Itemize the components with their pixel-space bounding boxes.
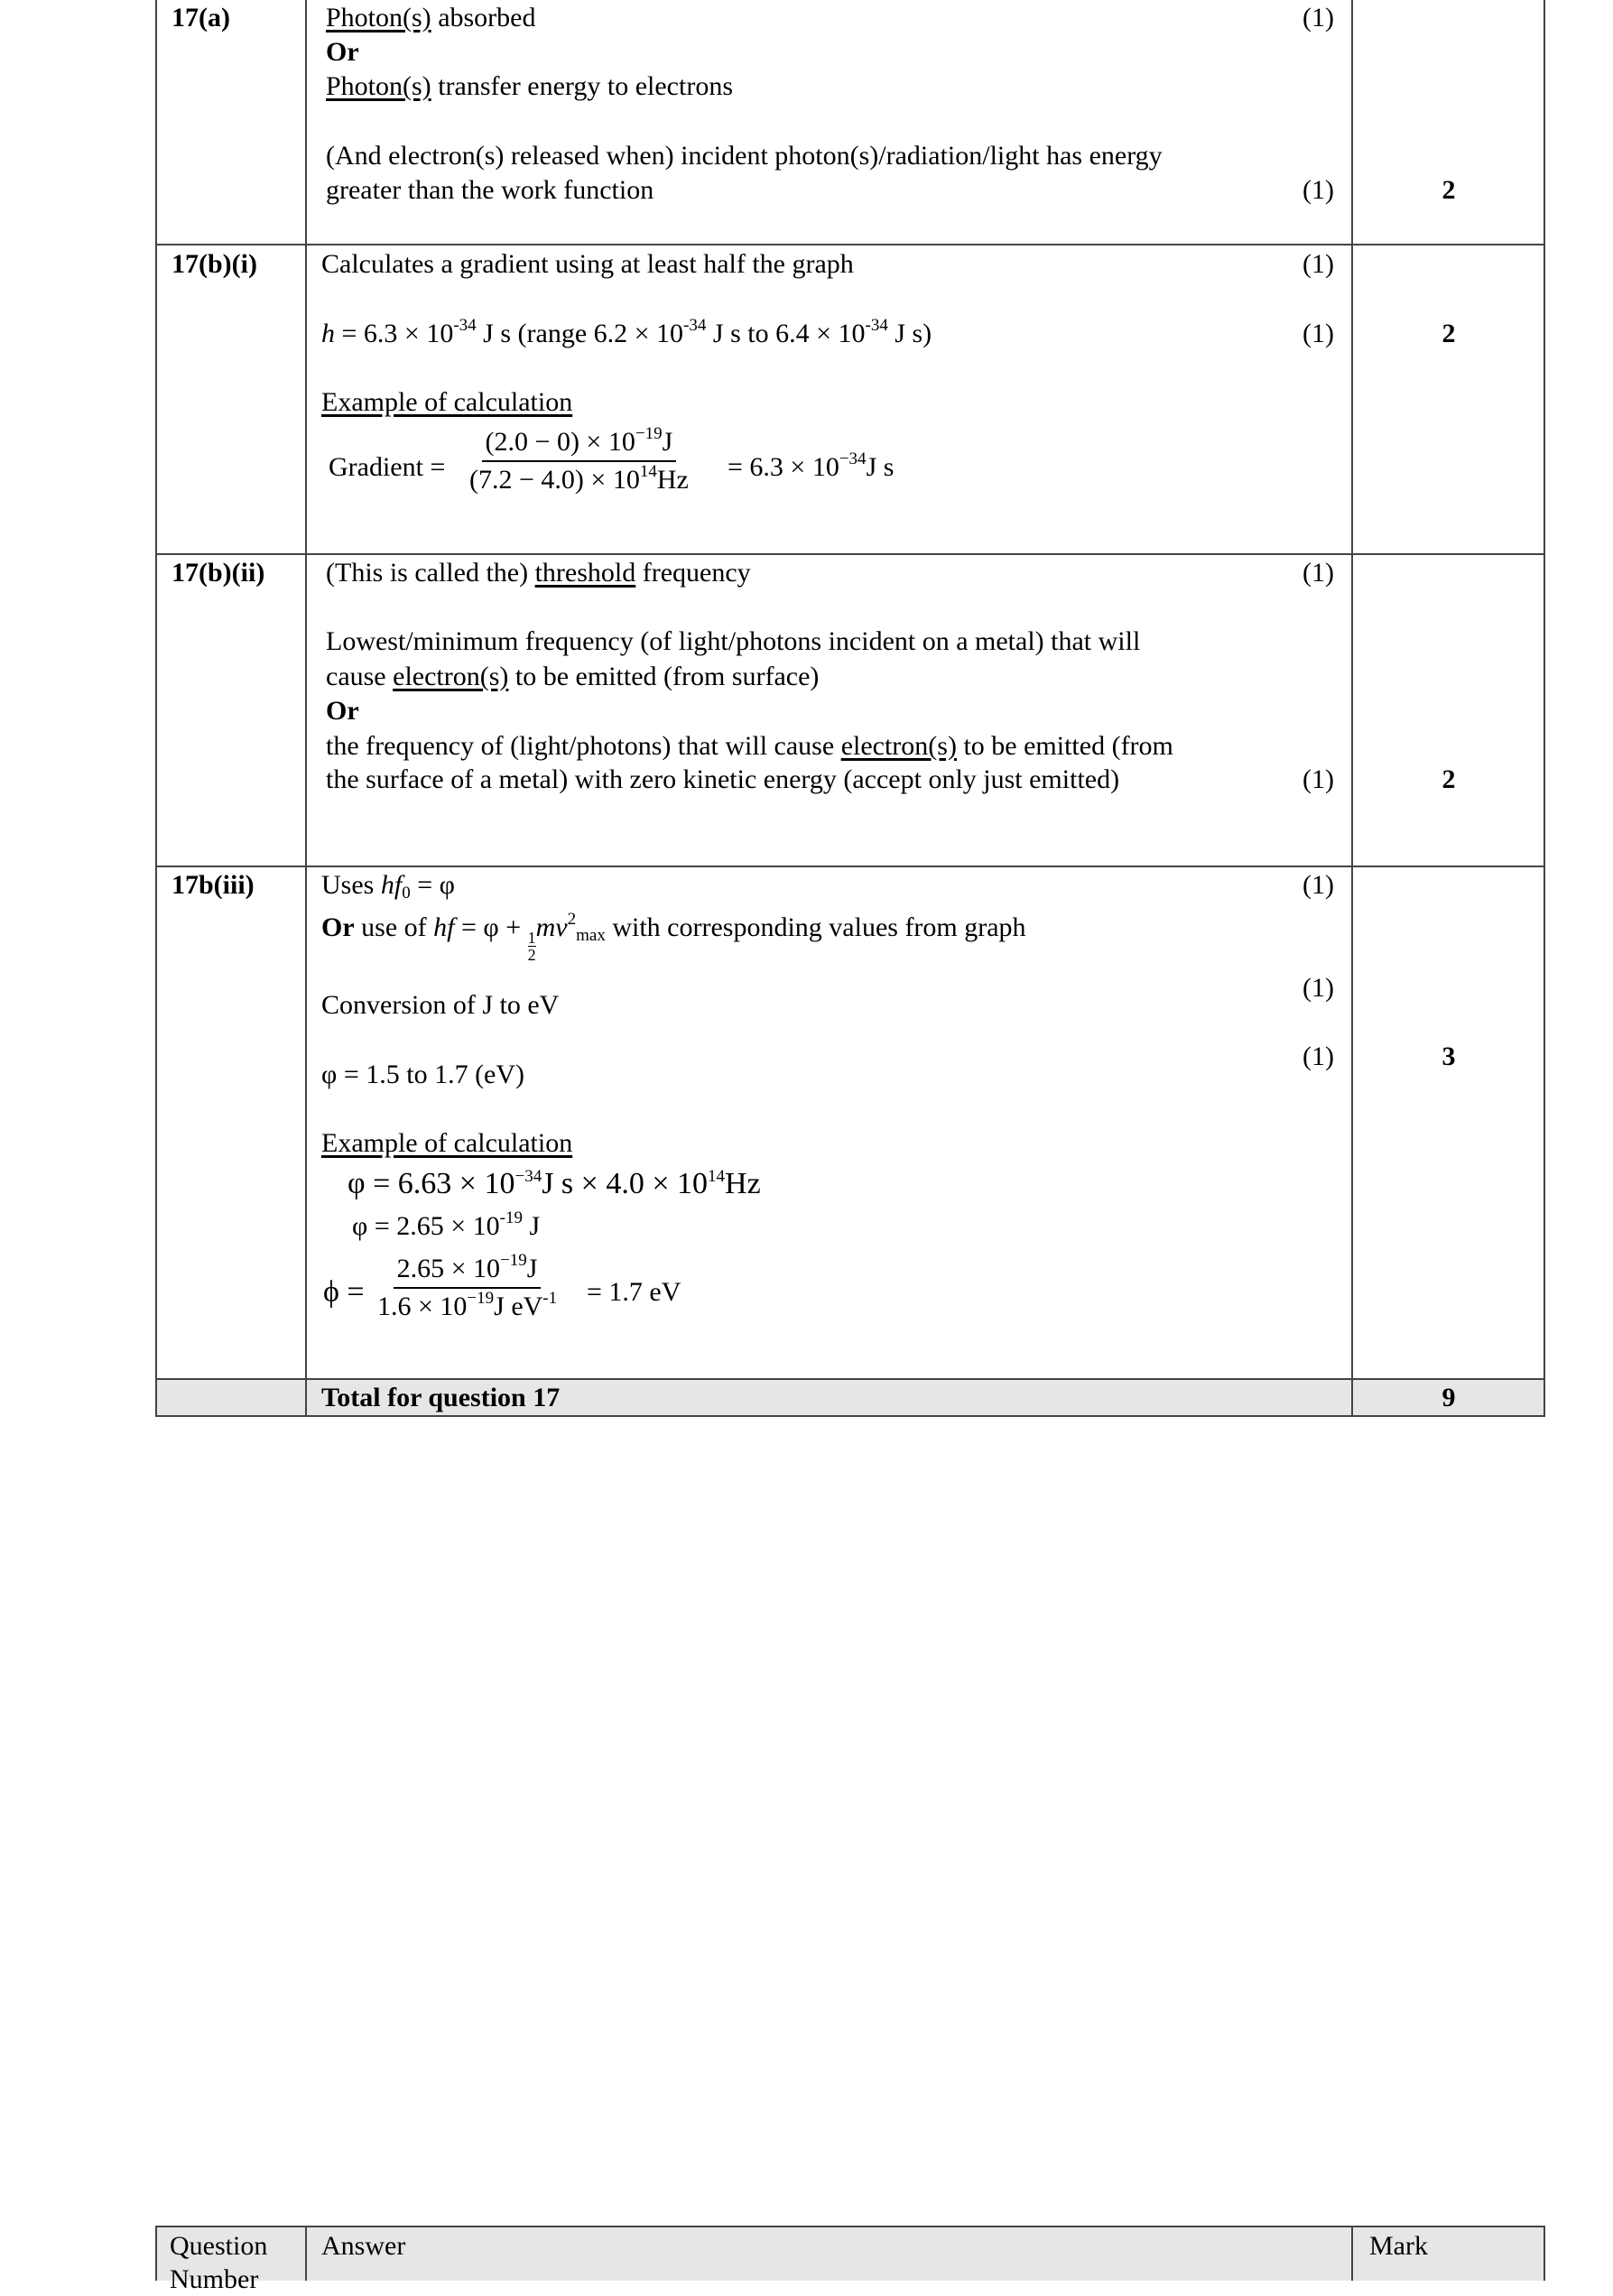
header-answer: Answer (321, 2231, 406, 2261)
total-label: Total for question 17 (321, 1383, 561, 1412)
mark-point: (1) (1302, 870, 1334, 900)
answer-line: (This is called the) threshold frequency (326, 558, 751, 588)
mark-point: (1) (1302, 319, 1334, 348)
table-border-bottom (155, 1415, 1545, 1417)
mark-point: (1) (1302, 249, 1334, 279)
mark-point: (1) (1302, 973, 1334, 1003)
calc-line: $\varphi = 2.65 \times 10^{-19}$ J (352, 1208, 541, 1241)
header-mark: Mark (1369, 2231, 1428, 2261)
mark-total: 2 (1442, 175, 1456, 205)
mark-point: (1) (1302, 3, 1334, 32)
calc-line: $\varphi = 6.63 \times 10^{-34}J$ $s \times 4.0 \times 10^{14}Hz$ (348, 1167, 761, 1200)
example-heading: Example of calculation (321, 1128, 573, 1158)
header-question: Question (170, 2231, 268, 2261)
header-border-top (155, 2226, 1545, 2227)
answer-line: Conversion of J to eV (321, 990, 560, 1020)
total-value: 9 (1442, 1383, 1456, 1412)
column-divider (1351, 0, 1353, 1416)
row-divider (155, 1378, 1545, 1380)
question-label: 17(a) (171, 3, 230, 32)
answer-line: Calculates a gradient using at least half the graph (321, 249, 854, 279)
answer-line: Uses $hf_0 = \varphi$ (321, 870, 455, 903)
column-divider (305, 2226, 307, 2281)
question-label: 17(b)(i) (171, 249, 257, 279)
mark-total: 3 (1442, 1042, 1456, 1071)
calc-fraction: $\frac{2.65 \times 10^{-19}J}{1.6 \times 10^{-19}J eV^{-1}}$ (377, 1251, 558, 1321)
gradient-result: = $6.3 \times 10^{-34}J$ s (728, 449, 895, 482)
calc-lhs: ϕ = (323, 1275, 365, 1309)
gradient-label: Gradient = (329, 452, 446, 482)
or-text: Or (326, 696, 359, 726)
column-divider (305, 0, 307, 1416)
answer-line: the surface of a metal) with zero kinetic energy (accept only just emitted) (326, 764, 1120, 794)
answer-line: φ = 1.5 to 1.7 (eV) (321, 1060, 525, 1089)
answer-line: Lowest/minimum frequency (of light/photons incident on a metal) that will (326, 626, 1141, 656)
mark-point: (1) (1302, 1042, 1334, 1071)
example-heading: Example of calculation (321, 387, 573, 417)
row-divider (155, 553, 1545, 555)
answer-line: $h = 6.3 \times 10^{-34}$ J s (range $6.2 \times 10^{-34}$ J s to $6.4 \times 10^{-34}$ J s) (321, 316, 932, 348)
table-border-right (1543, 0, 1545, 1416)
mark-point: (1) (1302, 558, 1334, 588)
answer-line: Photon(s) absorbed (326, 3, 536, 32)
column-divider (1351, 2226, 1353, 2281)
gradient-fraction: $\frac{(2.0 - 0) \times 10^{-19}J}{(7.2 - 4.0) \times 10^{14}Hz}$ (469, 424, 689, 495)
table-border-left (155, 0, 157, 1416)
answer-line: Photon(s) transfer energy to electrons (326, 71, 733, 101)
answer-line: (And electron(s) released when) incident photon(s)/radiation/light has energy (326, 141, 1163, 171)
mark-total: 2 (1442, 764, 1456, 794)
calc-result: = 1.7 eV (587, 1277, 681, 1307)
question-label: 17b(iii) (171, 870, 255, 900)
mark-total: 2 (1442, 319, 1456, 348)
answer-line: Or use of hf = φ + $\frac{1}{2}$ $mv^2_{max}$ with corresponding values from graph (321, 910, 1026, 964)
mark-point: (1) (1302, 764, 1334, 794)
row-divider (155, 244, 1545, 245)
or-text: Or (326, 37, 359, 67)
row-divider (155, 866, 1545, 867)
answer-line: the frequency of (light/photons) that will cause electron(s) to be emitted (from (326, 731, 1173, 761)
header-border-right (1543, 2226, 1545, 2281)
mark-point: (1) (1302, 175, 1334, 205)
question-label: 17(b)(ii) (171, 558, 265, 588)
answer-line: cause electron(s) to be emitted (from surface) (326, 662, 820, 691)
header-border-left (155, 2226, 157, 2281)
answer-line: greater than the work function (326, 175, 654, 205)
header-number: Number (170, 2264, 259, 2294)
